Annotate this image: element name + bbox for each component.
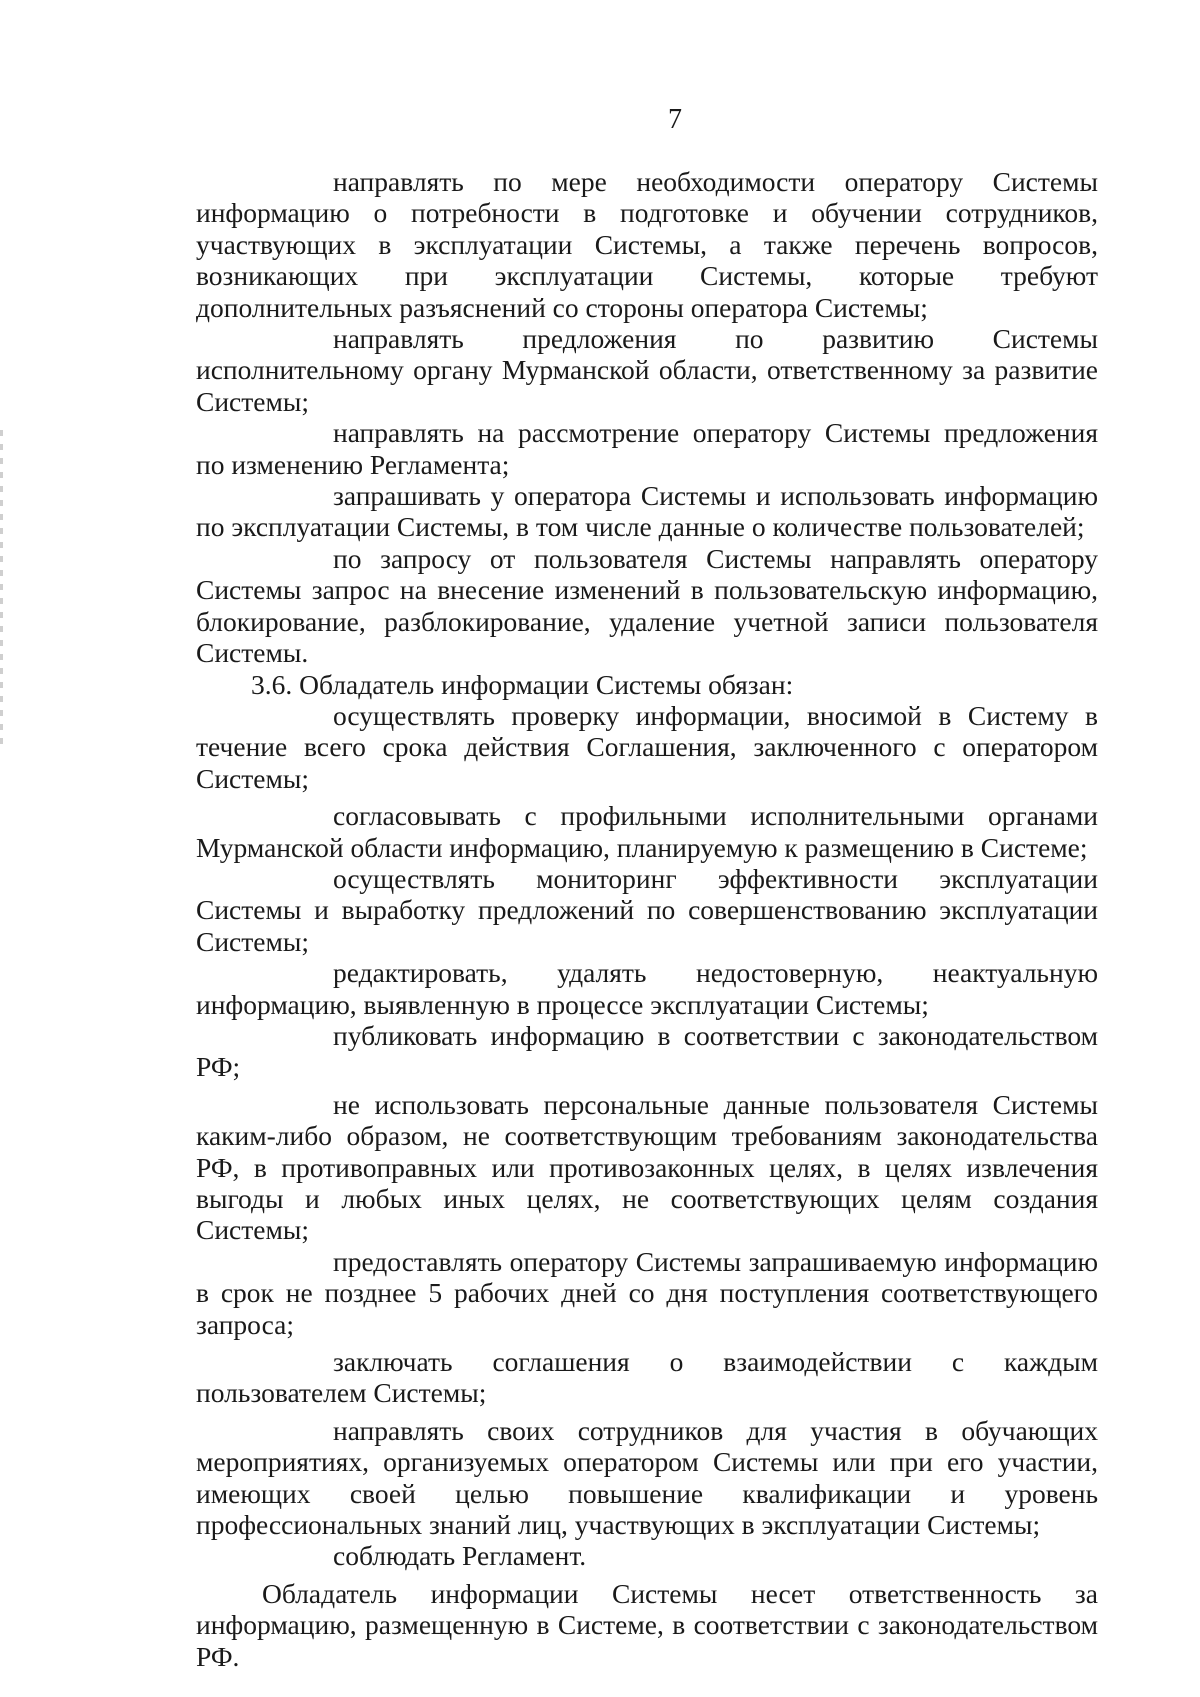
paragraph: осуществлять мониторинг эффективности эксплуатации Системы и выработку предложений по совершенствованию эксплуатации Системы; <box>196 862 1098 957</box>
paragraph: направлять предложения по развитию Системы исполнительному органу Мурманской области, ответственному за развитие Системы; <box>196 323 1098 417</box>
paragraph: согласовывать с профильными исполнительными органами Мурманской области информацию, планируемую к размещению в Системе; <box>196 800 1098 863</box>
paragraph: направлять своих сотрудников для участия в обучающих мероприятиях, организуемых оператором Системы или при его участии, имеющих своей целью повышение квалификации и уровень профессиональных знаний лиц, участвующих в эксплуатации Системы; <box>196 1414 1098 1541</box>
paragraph-responsibility: Обладатель информации Системы несет ответственность за информацию, размещенную в Системе, в соответствии с законодательством РФ. <box>196 1577 1098 1672</box>
paragraph: направлять по мере необходимости оператору Системы информацию о потребности в подготовке и обучении сотрудников, участвующих в эксплуатации Системы, а также перечень вопросов, возникающих при эксплуатации Системы, которые требуют дополнительных разъяснений со стороны оператора Системы; <box>196 166 1098 323</box>
page-number: 7 <box>668 104 682 135</box>
paragraph: запрашивать у оператора Системы и использовать информацию по эксплуатации Системы, в том числе данные о количестве пользователей; <box>196 480 1098 543</box>
paragraph: редактировать, удалять недостоверную, неактуальную информацию, выявленную в процессе эксплуатации Системы; <box>196 957 1098 1020</box>
paragraph: направлять на рассмотрение оператору Системы предложения по изменению Регламента; <box>196 417 1098 480</box>
paragraph: предоставлять оператору Системы запрашиваемую информацию в срок не позднее 5 рабочих дней со дня поступления соответствующего запроса; <box>196 1245 1098 1340</box>
paragraph: соблюдать Регламент. <box>333 1540 587 1572</box>
paragraph: осуществлять проверку информации, вносимой в Систему в течение всего срока действия Соглашения, заключенного с оператором Системы; <box>196 699 1098 794</box>
document-body <box>196 166 1098 1672</box>
scan-edge-artifact <box>0 430 3 750</box>
paragraph: публиковать информацию в соответствии с законодательством РФ; <box>196 1019 1098 1083</box>
paragraph: не использовать персональные данные пользователя Системы каким-либо образом, не соответствующим требованиям законодательства РФ, в противоправных или противозаконных целях, в целях извлечения выгоды и любых иных целях, не соответствующих целям создания Системы; <box>196 1088 1098 1246</box>
paragraph: заключать соглашения о взаимодействии с каждым пользователем Системы; <box>196 1346 1098 1409</box>
paragraph: по запросу от пользователя Системы направлять оператору Системы запрос на внесение изменений в пользовательскую информацию, блокирование, разблокирование, удаление учетной записи пользователя Системы. <box>196 542 1098 669</box>
section-heading: 3.6. Обладатель информации Системы обязан: <box>251 668 794 700</box>
